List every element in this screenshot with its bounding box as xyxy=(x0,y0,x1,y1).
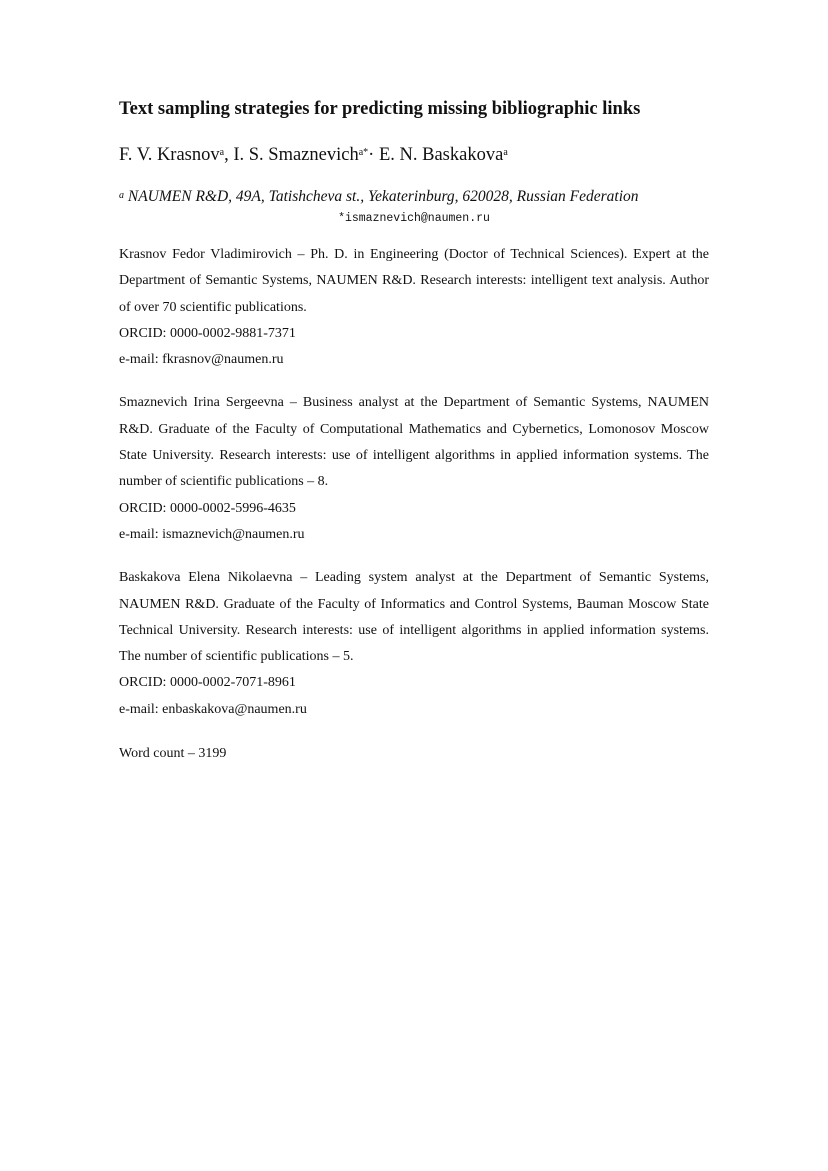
author-bio xyxy=(119,565,709,723)
author-bio xyxy=(119,390,709,548)
affiliation-mark: a xyxy=(119,190,124,201)
author-name: E. N. Baskakova xyxy=(378,145,504,165)
paper-title: Text sampling strategies for predicting missing bibliographic links xyxy=(119,99,641,119)
author-separator: , xyxy=(224,145,234,165)
author-affiliation-mark: a xyxy=(503,147,508,158)
corresponding-email[interactable]: *ismaznevich@naumen.ru xyxy=(338,212,490,225)
author-separator: · xyxy=(368,145,379,165)
bio-email[interactable]: e-mail: fkrasnov@naumen.ru xyxy=(119,352,284,368)
author-bio xyxy=(119,242,709,373)
bio-email[interactable]: e-mail: ismaznevich@naumen.ru xyxy=(119,526,305,542)
word-count: Word count – 3199 xyxy=(119,746,227,762)
author-affiliation-mark: a xyxy=(219,147,225,158)
author-list xyxy=(119,142,709,168)
bio-orcid[interactable]: ORCID: 0000-0002-5996-4635 xyxy=(119,500,296,516)
paper-title-page xyxy=(119,96,709,767)
author-affiliation-mark: a* xyxy=(358,147,369,158)
author-name: I. S. Smaznevich xyxy=(233,145,359,165)
bio-text: Baskakova Elena Nikolaevna – Leading system analyst at the Department of Semantic Systems, NAUMEN R&D. Graduate of the Faculty of Informatics and Control Systems, Bauman Moscow State Technical University. Research interests: use of intelligent algorithms in applied information systems. The number of scientific publications – 5. xyxy=(119,570,709,665)
affiliation xyxy=(119,186,709,208)
author-name: F. V. Krasnov xyxy=(119,145,220,165)
bio-text: Krasnov Fedor Vladimirovich – Ph. D. in Engineering (Doctor of Technical Sciences). Expert at the Department of Semantic Systems, NAUMEN R&D. Research interests: intelligent text analysis. Author of over 70 scientific publications. xyxy=(119,247,709,315)
bio-text: Smaznevich Irina Sergeevna – Business analyst at the Department of Semantic Systems, NAUMEN R&D. Graduate of the Faculty of Computational Mathematics and Cybernetics, Lomonosov Moscow State University. Research interests: use of intelligent algorithms in applied information systems. The number of scientific publications – 8. xyxy=(119,395,709,490)
bio-orcid[interactable]: ORCID: 0000-0002-7071-8961 xyxy=(119,675,296,691)
affiliation-text: NAUMEN R&D, 49A, Tatishcheva st., Yekaterinburg, 620028, Russian Federation xyxy=(124,188,639,205)
bio-orcid[interactable]: ORCID: 0000-0002-9881-7371 xyxy=(119,325,296,341)
bio-email[interactable]: e-mail: enbaskakova@naumen.ru xyxy=(119,701,307,717)
